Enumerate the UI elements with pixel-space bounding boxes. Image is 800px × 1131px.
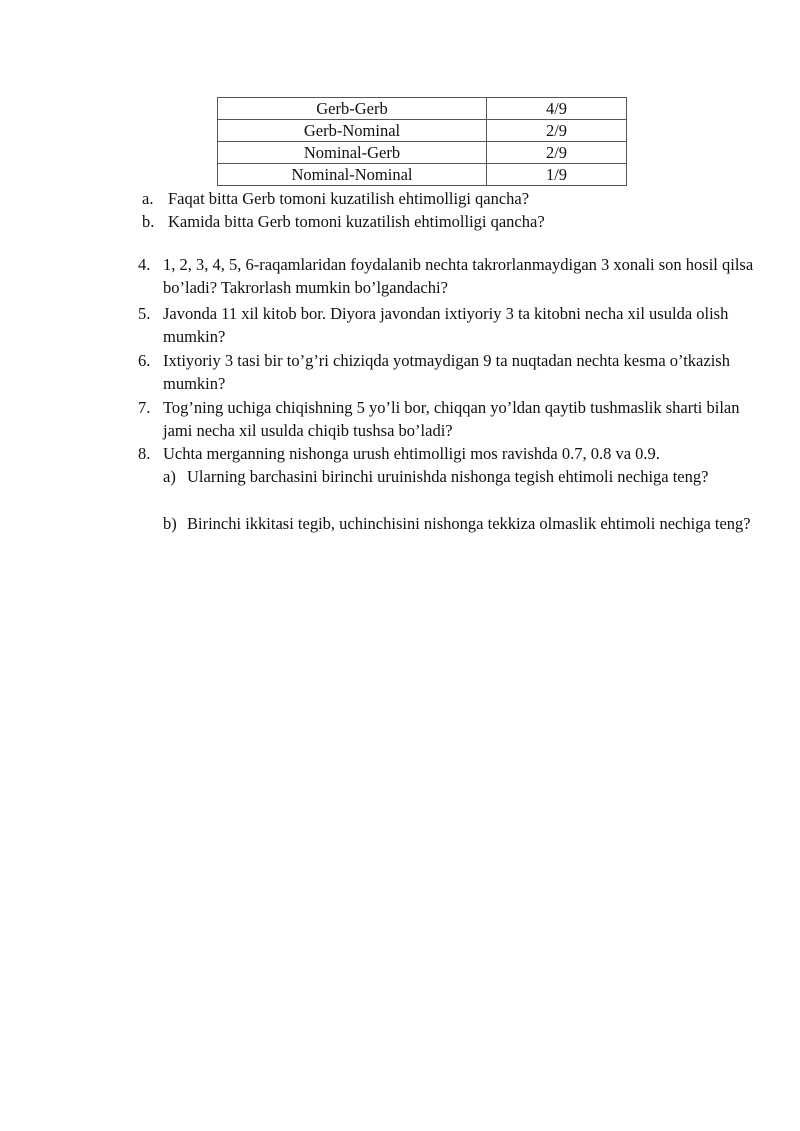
- question-6: [138, 349, 758, 395]
- list-marker: b.: [142, 212, 155, 231]
- table-cell-probability: 1/9: [487, 164, 627, 186]
- question-text: 1, 2, 3, 4, 5, 6-raqamlaridan foydalanib nechta takrorlanmaydigan 3 xonali son hosil qilsa bo’ladi? Takrorlash mumkin bo’lgandachi?: [163, 255, 754, 297]
- table-cell-outcome: Gerb-Gerb: [218, 98, 487, 120]
- list-marker: a): [163, 467, 176, 486]
- table-row: [218, 120, 627, 142]
- table-cell-outcome: Nominal-Nominal: [218, 164, 487, 186]
- question-text: Birinchi ikkitasi tegib, uchinchisini nishonga tekkiza olmaslik ehtimoli nechiga teng?: [187, 514, 751, 533]
- question-4: [138, 253, 758, 299]
- table-cell-outcome: Gerb-Nominal: [218, 120, 487, 142]
- sub-question-a: [163, 465, 763, 488]
- list-marker: 6.: [138, 351, 151, 370]
- table-cell-probability: 4/9: [487, 98, 627, 120]
- question-8: [138, 442, 758, 465]
- question-text: Tog’ning uchiga chiqishning 5 yo’li bor, chiqqan yo’ldan qaytib tushmaslik sharti bilan jami necha xil usulda chiqib tushsa bo’ladi?: [163, 398, 740, 440]
- question-5: [138, 302, 758, 348]
- question-text: Javonda 11 xil kitob bor. Diyora javondan ixtiyoriy 3 ta kitobni necha xil usulda olish mumkin?: [163, 304, 729, 346]
- list-marker: 8.: [138, 444, 151, 463]
- question-text: Kamida bitta Gerb tomoni kuzatilish ehtimolligi qancha?: [168, 212, 545, 231]
- table-row: [218, 142, 627, 164]
- list-marker: b): [163, 514, 177, 533]
- question-7: [138, 396, 758, 442]
- table-row: [218, 164, 627, 186]
- table-cell-probability: 2/9: [487, 142, 627, 164]
- table-cell-probability: 2/9: [487, 120, 627, 142]
- question-text: Ixtiyoriy 3 tasi bir to’g’ri chiziqda yotmaydigan 9 ta nuqtadan nechta kesma o’tkazish mumkin?: [163, 351, 730, 393]
- probability-table: [217, 97, 627, 186]
- list-marker: 5.: [138, 304, 151, 323]
- question-text: Faqat bitta Gerb tomoni kuzatilish ehtimolligi qancha?: [168, 189, 530, 208]
- list-marker: a.: [142, 189, 154, 208]
- sub-question-b: [163, 512, 763, 535]
- question-text: Ularning barchasini birinchi uruinishda nishonga tegish ehtimoli nechiga teng?: [187, 467, 709, 486]
- list-marker: 4.: [138, 255, 151, 274]
- table-row: [218, 98, 627, 120]
- list-marker: 7.: [138, 398, 151, 417]
- table-cell-outcome: Nominal-Gerb: [218, 142, 487, 164]
- question-text: Uchta merganning nishonga urush ehtimolligi mos ravishda 0.7, 0.8 va 0.9.: [163, 444, 660, 463]
